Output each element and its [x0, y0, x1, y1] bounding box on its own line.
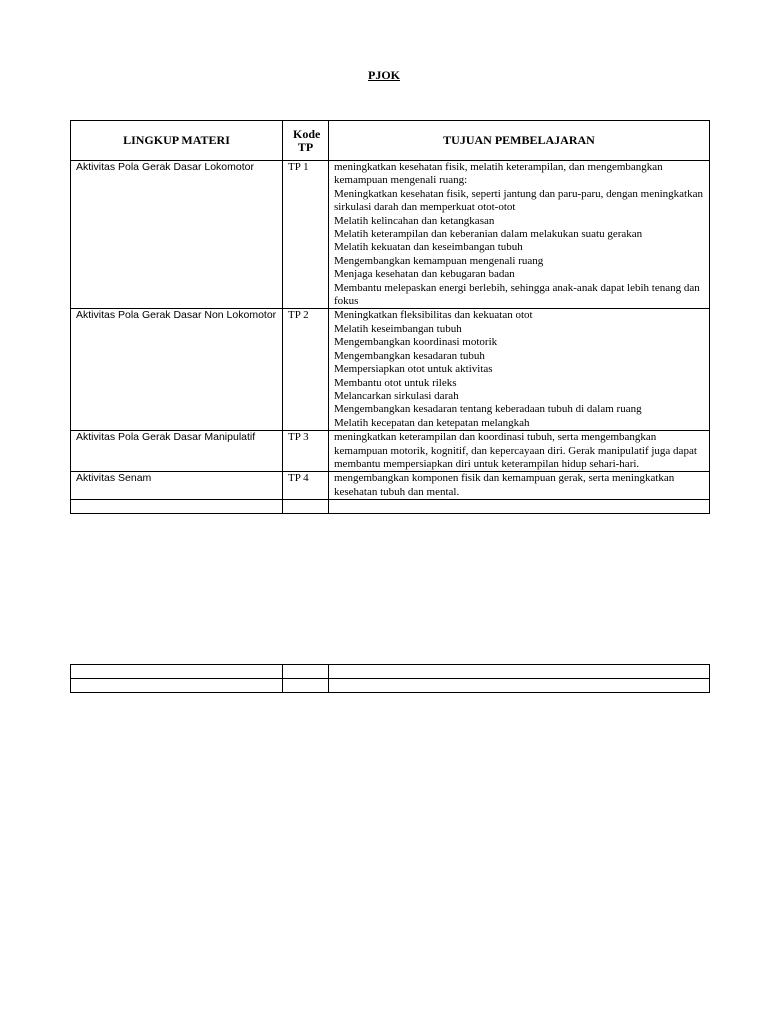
tujuan-cell	[329, 472, 710, 500]
kode-cell: TP 2	[283, 309, 329, 431]
tujuan-line: Mengembangkan kemampuan mengenali ruang	[334, 254, 544, 267]
tujuan-line: mengembangkan komponen fisik dan kemampuan gerak, serta meningkatkan kesehatan tubuh dan mental.	[334, 472, 675, 498]
kode-cell: TP 3	[283, 431, 329, 472]
empty-table	[70, 664, 710, 693]
tujuan-line: Melancarkan sirkulasi darah	[334, 389, 459, 402]
tujuan-cell	[329, 431, 710, 472]
table-row	[71, 309, 710, 431]
materi-cell: Aktivitas Pola Gerak Dasar Manipulatif	[71, 431, 283, 472]
tujuan-line: Melatih kelincahan dan ketangkasan	[334, 214, 495, 227]
tujuan-cell	[329, 309, 710, 431]
table-row	[71, 161, 710, 309]
header-kode-tp: Kode TP	[283, 121, 329, 161]
tujuan-line: meningkatkan kesehatan fisik, melatih keterampilan, dan mengembangkan kemampuan mengenali ruang:	[334, 161, 663, 187]
empty-cell	[283, 500, 329, 514]
empty-cell	[283, 679, 329, 693]
materi-cell: Aktivitas Pola Gerak Dasar Lokomotor	[71, 161, 283, 309]
empty-cell	[329, 679, 710, 693]
header-lingkup-materi: LINGKUP MATERI	[71, 121, 283, 161]
empty-cell	[329, 500, 710, 514]
tujuan-line: Membantu otot untuk rileks	[334, 376, 457, 389]
materi-cell: Aktivitas Pola Gerak Dasar Non Lokomotor	[71, 309, 283, 431]
table-row	[71, 431, 710, 472]
tujuan-line: Melatih kecepatan dan ketepatan melangkah	[334, 416, 530, 429]
tujuan-line: Melatih keterampilan dan keberanian dalam melakukan suatu gerakan	[334, 228, 643, 241]
empty-cell	[71, 500, 283, 514]
empty-cell	[329, 665, 710, 679]
tujuan-line: Mengembangkan kesadaran tentang keberadaan tubuh di dalam ruang	[334, 403, 642, 416]
empty-cell	[283, 665, 329, 679]
table-row	[71, 472, 710, 500]
tujuan-line: Mempersiapkan otot untuk aktivitas	[334, 363, 493, 376]
tujuan-line: Melatih kekuatan dan keseimbangan tubuh	[334, 241, 523, 254]
tujuan-cell	[329, 161, 710, 309]
empty-cell	[71, 665, 283, 679]
empty-table-row	[71, 500, 710, 514]
empty-table-row	[71, 679, 710, 693]
empty-cell	[71, 679, 283, 693]
tujuan-line: meningkatkan keterampilan dan koordinasi tubuh, serta mengembangkan kemampuan motorik, kognitif, dan kepercayaan diri. Gerak manipulatif juga dapat membantu mempersiapkan diri untuk keterampilan hidup sehari-hari.	[334, 431, 697, 470]
tujuan-line: Mengembangkan kesadaran tubuh	[334, 349, 485, 362]
header-tujuan-pembelajaran: TUJUAN PEMBELAJARAN	[329, 121, 710, 161]
tujuan-line: Meningkatkan fleksibilitas dan kekuatan otot	[334, 309, 533, 322]
tujuan-line: Membantu melepaskan energi berlebih, sehingga anak-anak dapat lebih tenang dan fokus	[334, 281, 700, 308]
tujuan-line: Meningkatkan kesehatan fisik, seperti jantung dan paru-paru, dengan meningkatkan sirkulasi darah dan memperkuat otot-otot	[334, 187, 703, 214]
document-title: PJOK	[368, 68, 400, 82]
kode-cell: TP 1	[283, 161, 329, 309]
tujuan-line: Melatih keseimbangan tubuh	[334, 322, 462, 335]
tujuan-line: Menjaga kesehatan dan kebugaran badan	[334, 268, 515, 281]
table-header-row	[71, 121, 710, 161]
learning-objectives-table	[70, 120, 710, 514]
empty-table-row	[71, 665, 710, 679]
kode-cell: TP 4	[283, 472, 329, 500]
tujuan-line: Mengembangkan koordinasi motorik	[334, 336, 498, 349]
materi-cell: Aktivitas Senam	[71, 472, 283, 500]
